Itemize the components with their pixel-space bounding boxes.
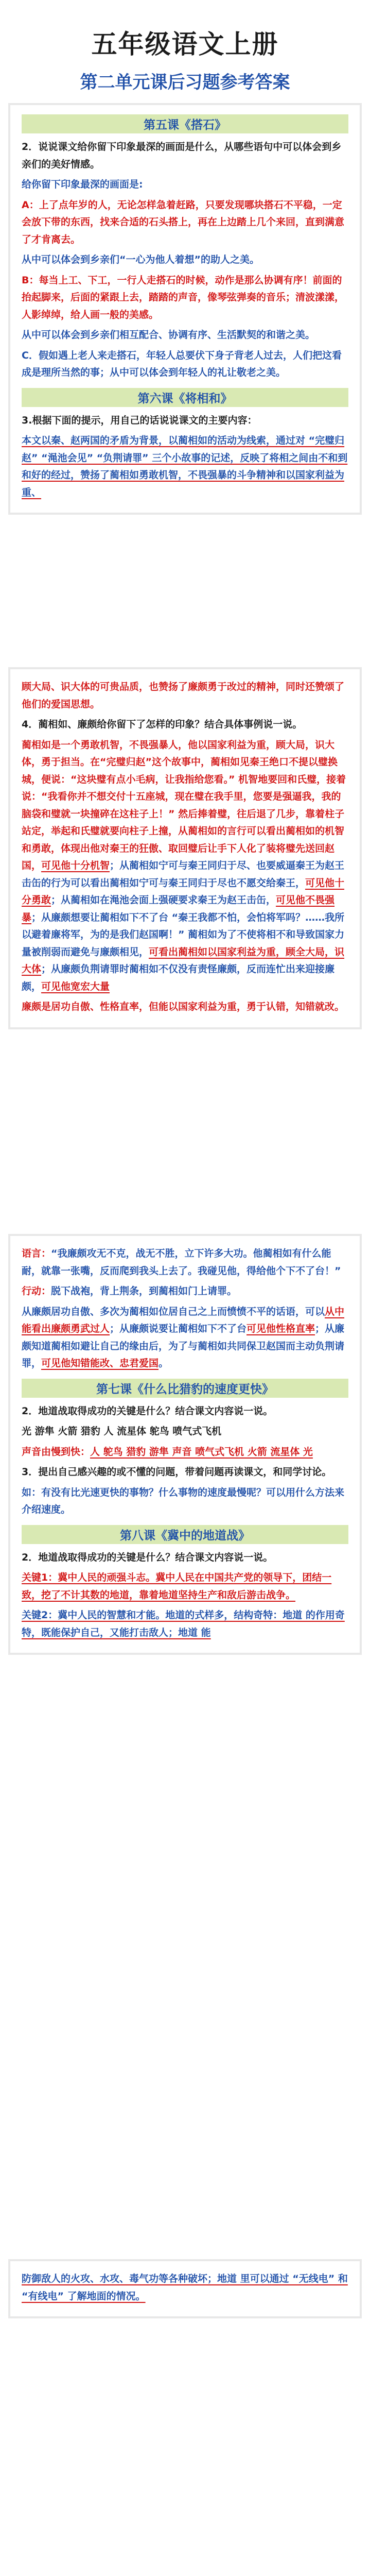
- answer-b-note: 从中可以体会到乡亲们相互配合、协调有序、生活默契的和谐之美。: [22, 329, 315, 341]
- xiangru-note-4: 可看出蔺相如以国家利益为重，顾全大局，识大体: [22, 946, 345, 975]
- question-3-answer: 本文以秦、赵两国的矛盾为背景，以蔺相如的活动为线索，通过对 “完璧归赵” “渑池会见” “负荆请罪” 三个小故事的记述，反映了将相之间由不和到和好的经过，赞扬了蔺相如勇敢机智，不畏强暴的斗争精神和以国家利益为重、: [22, 435, 348, 498]
- key-2: 关键2：冀中人民的智慧和才能。地道的式样多，结构奇特：地道 的作用奇特，既能保护自己，又能打击敌人；地道 能: [22, 1609, 345, 1638]
- speed-order: [22, 1444, 348, 1461]
- lesson-8-heading: 第八课《冀中的地道战》: [22, 1525, 348, 1544]
- answer-hint: 给你留下印象最深的画面是:: [22, 179, 143, 190]
- question-4: 4．蔺相如、廉颇给你留下了怎样的印象？结合具体事例说一说。: [22, 719, 303, 730]
- answer-a-note: 从中可以体会到乡亲们“一心为他人着想”的助人之美。: [22, 254, 259, 265]
- answer-card-4: [8, 2259, 362, 2318]
- analysis-text-1: 从廉颇居功自傲、多次为蔺相如位居自己之上而愤愤不平的话语，可以: [22, 1306, 325, 1317]
- answer-b: B：每当上工、下工，一行人走搭石的时候，动作是那么协调有序！前面的抬起脚来，后面的紧跟上去，踏踏的声音，像琴弦弹奏的音乐；清波漾漾，人影绰绰，给人画一般的美感。: [22, 274, 345, 320]
- analysis-text-3: ；从廉颇知道蔺相如避让自己的缘由后，为了与蔺相如共同保卫赵国而主动负荆请罪，: [22, 1323, 345, 1369]
- lianpo-action: [22, 1283, 348, 1300]
- lesson7-question-2: 2．地道战取得成功的关键是什么？结合课文内容说一说。: [22, 1405, 273, 1417]
- lesson7-question-3-answer: 如：有没有比光速更快的事物？什么事物的速度最慢呢？可以用什么方法来介绍速度。: [22, 1486, 345, 1515]
- lianpo-speech: [22, 1245, 348, 1280]
- answer-card-1: [8, 103, 362, 515]
- analysis-note-3: 可见他知错能改、忠君爱国: [41, 1358, 159, 1369]
- card2-lead: 顾大局、识大体的可贵品质，也赞扬了廉颇勇于改过的精神，同时还赞颂了他们的爱国思想。: [22, 681, 345, 710]
- speech-label: 语言：: [22, 1248, 51, 1259]
- analysis-note-1: 从中能看出廉颇勇武过人: [22, 1306, 345, 1334]
- answer-card-3: [8, 1234, 362, 1655]
- key-1: 关键1：冀中人民的顽强斗志。冀中人民在中国共产党的领导下，团结一致，挖了不计其数的地道，靠着地道坚持生产和敌后游击战争。: [22, 1572, 332, 1601]
- lesson-5-heading: 第五课《搭石》: [22, 114, 348, 133]
- analysis-note-2: 可见他性格直率: [246, 1323, 315, 1334]
- order-values: 人 鸵鸟 猎豹 游隼 声音 喷气式飞机 火箭 流星体 光: [90, 1446, 313, 1458]
- page-title: 五年级语文上册: [91, 29, 279, 59]
- xiangru-text-3: ；从蔺相如在渑池会面上强硬要求秦王为赵王击缶，: [51, 894, 276, 906]
- order-label: 声音由慢到快：: [22, 1446, 91, 1458]
- xiangru-text-5: ；从廉颇负荆请罪时蔺相如不仅没有责怪廉颇，反而连忙出来迎接廉颇，: [22, 963, 335, 992]
- analysis-text-4: 。: [158, 1358, 169, 1369]
- answer-a: A：上了点年岁的人，无论怎样急着赶路，只要发现哪块搭石不平稳，一定会放下带的东西，找来合适的石头搭上，再在上边踏上几个来回，直到满意了才肯离去。: [22, 199, 345, 245]
- lesson-6-heading: 第六课《将相和》: [22, 388, 348, 407]
- lianpo-analysis: [22, 1303, 348, 1372]
- lesson-7-heading: 第七课《什么比猎豹的速度更快》: [22, 1379, 348, 1398]
- page-subtitle: 第二单元课后习题参考答案: [80, 72, 290, 93]
- lianpo-summary: 廉颇是居功自傲、性格直率，但能以国家利益为重，勇于认错，知错就改。: [22, 1001, 345, 1012]
- answer-card-2: [8, 667, 362, 1029]
- question-3: 3.根据下面的提示，用自己的话说说课文的主要内容：: [22, 414, 257, 426]
- xiangru-note-3: 可见他不畏强暴: [22, 894, 335, 923]
- xiangru-note-2: 可见他十分勇敢: [22, 877, 345, 906]
- xiangru-summary: 蔺相如是一个勇敢机智，不畏强暴人，他以国家利益为重，顾大局，识大体，勇于担当。在“完璧归赵”这个故事中，蔺相如见秦王绝口不提以璧换城，便说：“这块璧有点小毛病，让我指给您看。” 机智地要回和氏璧，接着说：“我看你并不想交付十五座城，现在璧在我手里，您要是强逼我，我的脑袋和璧就一块撞碎在这柱子上！” 然后捧着璧，往后退了几步，靠着柱子站定，举起和氏璧就要向柱子上撞，从蔺相如的言行可以看出蔺相如的机智和勇敢，体现出他对秦王的狂傲、取回璧后让手下人化了装将璧先送回赵国，: [22, 739, 346, 871]
- action-label: 行动：: [22, 1285, 51, 1297]
- xiangru-text-2: ；从蔺相如宁可与秦王同归于尽、也要威逼秦王为赵王击缶的行为可以看出蔺相如宁可与秦王同归于尽也不愿交给秦王，: [22, 860, 345, 889]
- card2-paragraph-1: [22, 737, 348, 996]
- answer-c: C．假如遇上老人来走搭石，年轻人总要伏下身子背老人过去，人们把这看成是理所当然的事；从中可以体会到年轻人的礼让敬老之美。: [22, 349, 342, 378]
- lesson7-question-3: 3．提出自己感兴趣的或不懂的问题，带着问题再读课文，和同学讨论。: [22, 1466, 332, 1478]
- speed-items: 光 游隼 火箭 猎豹 人 流星体 鸵鸟 喷气式飞机: [22, 1426, 222, 1437]
- lesson8-question-2: 2．地道战取得成功的关键是什么？结合课文内容说一说。: [22, 1551, 273, 1563]
- speech-text: “我廉颇攻无不克，战无不胜，立下许多大功。他蔺相如有什么能耐，就靠一张嘴，反而爬到我头上去了。我碰见他，得给他个下不了台！”: [22, 1248, 341, 1277]
- question-2: 2．说说课文给你留下印象最深的画面是什么，从哪些语句中可以体会到乡亲们的美好情感。: [22, 141, 342, 170]
- action-text: 脱下战袍，背上荆条，到蔺相如门上请罪。: [51, 1285, 237, 1297]
- xiangru-note-1: 可见他十分机智: [41, 860, 110, 871]
- xiangru-note-5: 可见他宽宏大量: [41, 980, 110, 992]
- card4-text: 防御敌人的火攻、水攻、毒气功等各种破坏；地道 里可以通过 “无线电” 和 “有线电” 了解地面的情况。: [22, 2273, 348, 2302]
- analysis-text-2: ；从廉颇说要让蔺相如下不了台: [110, 1323, 247, 1334]
- xiangru-text-4: ；从廉颇想要让蔺相如下不了台 “秦王我都不怕，会怕将军吗？……我所以避着廉将军，为的是我们赵国啊！” 蔺相如为了不使将相不和导致国家力量被削弱而避免与廉颇相见，: [22, 911, 345, 958]
